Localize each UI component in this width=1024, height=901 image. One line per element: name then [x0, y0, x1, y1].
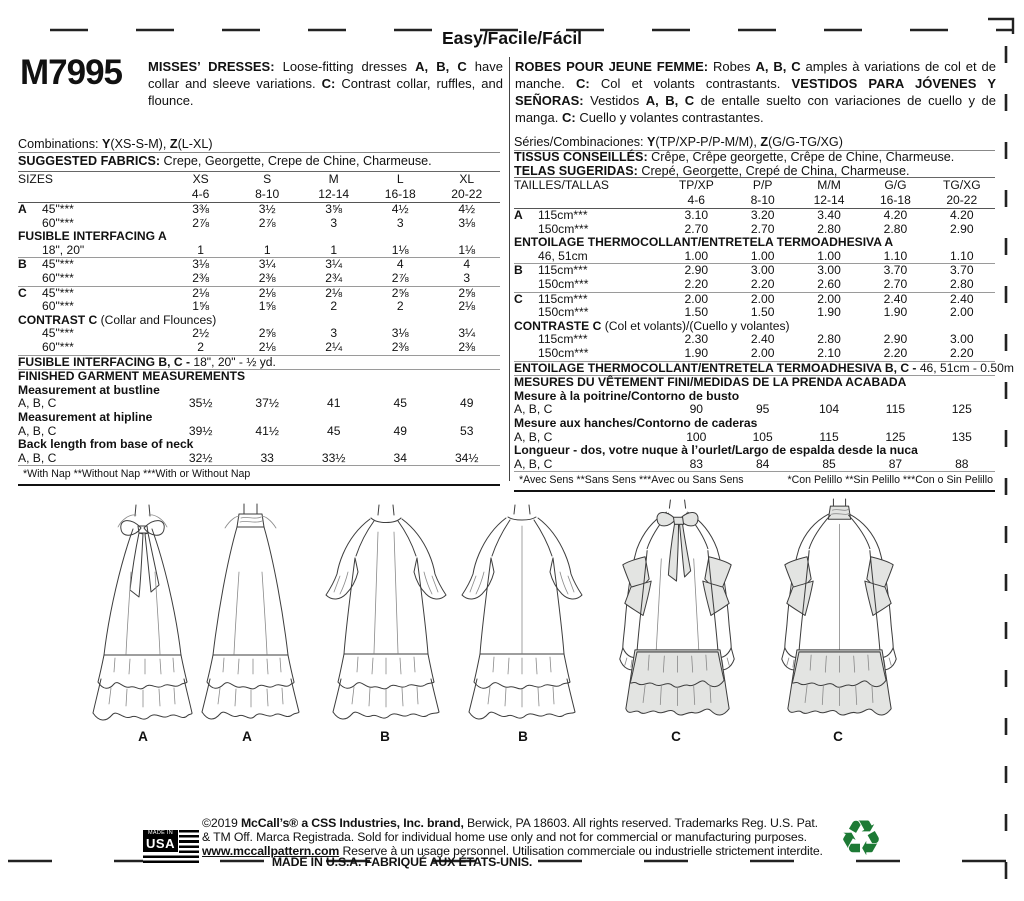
- figure-label-a-front: A: [138, 729, 148, 744]
- combinations-line: Combinations: Y(XS-S-M), Z(L-XL): [18, 136, 500, 153]
- made-in-usa-line: MADE IN U.S.A. FABRIQUÉ AUX ÉTATS-UNIS.: [271, 855, 533, 869]
- figure-label-a-back: A: [242, 729, 252, 744]
- difficulty-label: Easy/Facile/Fácil: [441, 28, 583, 48]
- yardage-table-metric: TAILLES/TALLAS TP/XP P/P M/M G/G TG/XG 4-6 8-10 12-14 16-18 20-22 A 115cm*** 3.10 3.20 3.40 4.20 4.20 150cm*** 2.70 2.70 2.80 2.80 2.90 ENTOILAGE THERMOCOLLANT/ENTRETELA TERMOADHESIVA A 46, 51cm 1.00 1.00 1.00 1.10 1.10 B 115cm*** 2.90 3.00 3.00 3.70 3.70 150cm*** 2.20 2.20 2.60 2.70 2.80 C 115cm*** 2.00 2.00 2.00 2.40 2.40 150cm*** 1.50 1.50 1.90 1.90 2.00 CONTRASTE C (Col et volants)/(Cuello y volantes) 115cm*** 2.30 2.40 2.80 2.90 3.00 150cm*** 1.90 2.00 2.10 2.20 2.20 ENTOILAGE THERMOCOLLANT/ENTRETELA TERMOADHESIVA B, C - 46, 51cm - 0.50m MESURES DU VÊTEMENT FINI/MEDIDAS DE LA PRENDA ACABADA Mesure à la poitrine/Contorno de busto A, B, C 90 95 104 115 125 Mesure aux hanches/Contorno de caderas A, B, C 100 105 115 125 135 Longueur - dos, votre nuque à l’ourlet/Largo de espalda desde la nuca A, B, C 83 84 85 87 88 *Avec Sens **Sans Sens ***Avec ou Sans Sens *Con Pelillo **Sin Pelillo ***Con o Sin Pelillo: [514, 177, 995, 492]
- telas-sugeridas-line: TELAS SUGERIDAS: Crepé, Georgette, Crepé de China, Charmeuse.: [514, 163, 910, 178]
- yardage-table-imperial: SIZES XS S M L XL 4-6 8-10 12-14 16-18 20-22 A 45"*** 3⅜ 3½ 3⅝ 4½ 4½ 60"*** 2⅞ 2⅞ 3 3 3⅛ FUSIBLE INTERFACING A 18", 20" 1 1 1 1⅛ 1⅛ B 45"*** 3⅛ 3¼ 3¼ 4 4 60"*** 2⅜ 2⅜ 2¾ 2⅞ 3 C 45"*** 2⅛ 2⅛ 2⅛ 2⅝ 2⅝ 60"*** 1⅝ 1⅝ 2 2 2⅛ CONTRAST C (Collar and Flounces) 45"*** 2½ 2⅝ 3 3⅛ 3¼ 60"*** 2 2⅛ 2¼ 2⅜ 2⅜ FUSIBLE INTERFACING B, C - 18", 20" - ½ yd. FINISHED GARMENT MEASUREMENTS Measurement at bustline A, B, C 35½ 37½ 41 45 49 Measurement at hipline A, B, C 39½ 41½ 45 49 53 Back length from base of neck A, B, C 32½ 33 33½ 34 34½ *With Nap **Without Nap ***With or Without Nap: [18, 171, 500, 486]
- suggested-fabrics-line: SUGGESTED FABRICS: Crepe, Georgette, Crepe de Chine, Charmeuse.: [18, 154, 432, 168]
- combinations-fabrics-english: [18, 136, 500, 169]
- column-divider: [509, 57, 510, 481]
- description-spanish: VESTIDOS PARA JÓVENES Y SEÑORAS: Vestidos A, B, C de entalle suelto con variaciones de cuello y de manga. C: Cuello y volantes contrastantes.: [515, 76, 996, 126]
- made-in-usa-flag-icon: [143, 830, 199, 865]
- combinations-fabrics-intl: [514, 136, 995, 178]
- description-french: ROBES POUR JEUNE FEMME: Robes A, B, C amples à variations de col et de manche. C: Col et volants contrastants.: [515, 59, 996, 92]
- description-french-spanish: [515, 58, 996, 127]
- dress-b-back-illustration: [452, 502, 592, 730]
- series-combinaciones-line: Séries/Combinaciones: Y(TP/XP-P/P-M/M), Z(G/G-TG/XG): [514, 136, 995, 151]
- copyright-line-2: & TM Off. Marca Registrada. Sold for individual home use only and not for commercial or manufacturing purposes.: [202, 830, 807, 845]
- tissus-conseilles-line: TISSUS CONSEILLÉS: Crêpe, Crêpe georgette, Crêpe de Chine, Charmeuse.: [514, 149, 955, 164]
- figure-label-b-front: B: [380, 729, 390, 744]
- figure-label-c-front: C: [671, 729, 681, 744]
- pattern-number: M7995: [20, 53, 123, 92]
- figure-label-b-back: B: [518, 729, 528, 744]
- dress-b-front-illustration: [316, 502, 456, 730]
- copyright-line-1: ©2019 McCall’s® a CSS Industries, Inc. brand, Berwick, PA 18603. All rights reserved. Trademarks Reg. U.S. Pat.: [202, 816, 818, 830]
- figure-label-c-back: C: [833, 729, 843, 744]
- dress-a-back-illustration: [185, 502, 315, 730]
- description-english: MISSES’ DRESSES: Loose-fitting dresses A, B, C have collar and sleeve variations. C: Contrast collar, ruffles, and flounce.: [148, 59, 503, 109]
- recycle-icon: ♻: [839, 812, 883, 866]
- flag-made-in-text: MADE IN: [147, 830, 174, 836]
- dress-c-front-illustration: [598, 498, 756, 736]
- flag-usa-text: USA: [146, 836, 175, 851]
- copyright-line-3: www.mccallpattern.com Reserve à un usage personnel. Utilisation commerciale ou industrielle strictement interdite.: [202, 844, 823, 859]
- dress-c-back-illustration: [760, 498, 918, 736]
